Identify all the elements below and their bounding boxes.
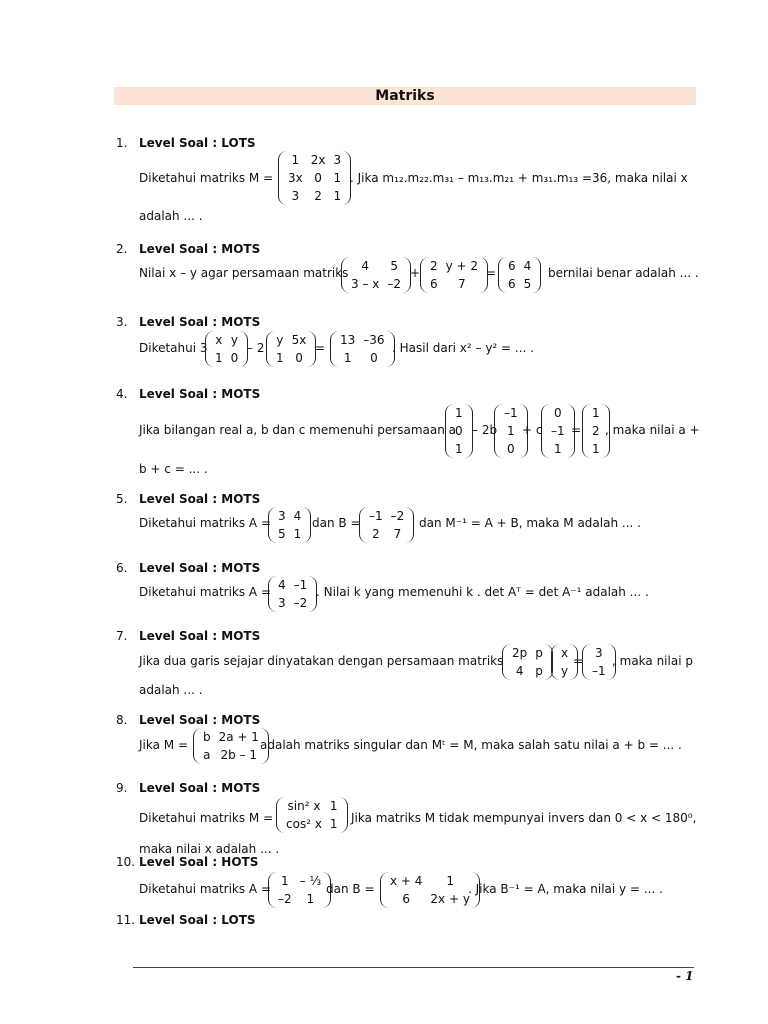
q7-matrix-a — [502, 644, 553, 680]
q4-eq: = — [571, 423, 582, 437]
matrix-cell: 1 — [507, 424, 515, 438]
matrix-cell: 1 — [554, 442, 562, 456]
q10-level: Level Soal : HOTS — [139, 855, 259, 869]
q3-eq: = — [315, 341, 326, 355]
q4-text-after: , maka nilai a + — [605, 423, 700, 437]
q9-level: Level Soal : MOTS — [139, 781, 261, 795]
matrix-row — [547, 422, 569, 440]
matrix-cell: 1 — [592, 442, 600, 456]
matrix-table — [282, 797, 342, 833]
footer-divider — [133, 967, 694, 968]
q6-text-after: . Nilai k yang memenuhi k . det Aᵀ = det A⁻¹ adalah ... . — [316, 585, 649, 599]
matrix-cell: 0 — [507, 442, 515, 456]
q10-matrix-b — [380, 872, 480, 908]
matrix-cell: 2p — [512, 646, 528, 660]
matrix-table — [199, 728, 263, 764]
q7-number: 7. — [116, 629, 128, 643]
matrix-row — [588, 644, 610, 662]
matrix-row — [365, 507, 408, 525]
matrix-cell: 6 — [430, 277, 438, 291]
matrix-cell: –1 — [293, 578, 308, 592]
matrix-table — [365, 507, 408, 543]
q5-level: Level Soal : MOTS — [139, 492, 261, 506]
q9-text-after: Jika matriks M tidak mempunyai invers dan 0 < x < 180⁰, — [351, 811, 697, 825]
matrix-cell: 1 — [329, 817, 338, 831]
matrix-row — [274, 576, 311, 594]
q4-number: 4. — [116, 387, 128, 401]
matrix-cell: –2 — [387, 277, 402, 291]
matrix-cell: – ⅓ — [299, 874, 322, 888]
q4-op1: – 2b — [472, 423, 498, 437]
q10-mid: dan B = — [326, 882, 375, 896]
q7-line2: adalah ... . — [139, 683, 203, 697]
q8-number: 8. — [116, 713, 128, 727]
matrix-row — [451, 440, 467, 458]
q1-text-after: . Jika m₁₂.m₂₂.m₃₁ – m₁₃.m₂₁ + m₃₁.m₁₃ =36, maka nilai x — [350, 171, 688, 185]
matrix-table — [500, 404, 522, 458]
matrix-cell: 5 — [278, 527, 286, 541]
matrix-table — [284, 151, 345, 205]
matrix-cell: 5 — [390, 259, 399, 273]
matrix-cell: 1 — [343, 351, 352, 365]
matrix-cell: 1 — [446, 874, 454, 888]
page-title: Matriks — [375, 88, 435, 104]
q9-number: 9. — [116, 781, 128, 795]
matrix-row — [211, 349, 242, 367]
q5-matrix-a — [268, 507, 311, 543]
q8-text-after: adalah matriks singular dan Mᵗ = M, maka salah satu nilai a + b = ... . — [260, 738, 682, 752]
matrix-row — [500, 422, 522, 440]
matrix-row — [504, 275, 535, 293]
matrix-cell: –1 — [504, 406, 518, 420]
matrix-cell: –2 — [293, 596, 308, 610]
q3-text: Diketahui 3 — [139, 341, 208, 355]
matrix-cell: 1 — [329, 799, 338, 813]
q5-text: Diketahui matriks A = — [139, 516, 272, 530]
matrix-row — [557, 644, 572, 662]
matrix-cell: 1 — [333, 189, 342, 203]
q4-vector-3 — [541, 404, 575, 458]
matrix-row — [588, 440, 604, 458]
matrix-cell: –2 — [390, 509, 405, 523]
matrix-cell: 6 — [508, 259, 516, 273]
q11-level: Level Soal : LOTS — [139, 913, 256, 927]
matrix-cell: 3 – x — [351, 277, 380, 291]
q1-level: Level Soal : LOTS — [139, 136, 256, 150]
matrix-row — [500, 404, 522, 422]
matrix-row — [347, 275, 405, 293]
q6-text: Diketahui matriks A = — [139, 585, 272, 599]
matrix-cell: 4 — [515, 664, 524, 678]
matrix-row — [386, 872, 474, 890]
matrix-table — [336, 331, 389, 367]
q4-text: Jika bilangan real a, b dan c memenuhi persamaan a — [139, 423, 457, 437]
q4-level: Level Soal : MOTS — [139, 387, 261, 401]
matrix-cell: 1 — [592, 406, 600, 420]
q2-plus: + — [410, 266, 421, 280]
matrix-cell: 2 — [372, 527, 380, 541]
q2-text: Nilai x – y agar persamaan matriks — [139, 266, 349, 280]
q10-text: Diketahui matriks A = — [139, 882, 272, 896]
matrix-row — [557, 662, 572, 680]
matrix-table — [504, 257, 535, 293]
matrix-cell: p — [535, 646, 543, 660]
q1-line2: adalah ... . — [139, 209, 203, 223]
matrix-cell: y — [561, 664, 569, 678]
q2-eq: = — [486, 266, 497, 280]
matrix-cell: 0 — [370, 351, 378, 365]
q10-text-after: . Jika B⁻¹ = A, maka nilai y = ... . — [468, 882, 663, 896]
matrix-row — [199, 746, 263, 764]
q9-text: Diketahui matriks M = — [139, 811, 274, 825]
matrix-cell: 1 — [215, 351, 223, 365]
matrix-row — [336, 331, 389, 349]
matrix-table — [274, 576, 311, 612]
matrix-cell: 2x — [310, 153, 326, 167]
matrix-cell: b — [203, 730, 211, 744]
matrix-cell: 0 — [314, 171, 322, 185]
matrix-table — [588, 404, 604, 458]
matrix-row — [451, 422, 467, 440]
matrix-cell: y — [230, 333, 239, 347]
matrix-cell: 0 — [554, 406, 562, 420]
matrix-row — [547, 440, 569, 458]
matrix-cell: 6 — [402, 892, 411, 906]
matrix-cell: 1 — [291, 153, 300, 167]
matrix-row — [500, 440, 522, 458]
matrix-cell: 0 — [455, 424, 463, 438]
q9-matrix-a — [276, 797, 348, 833]
matrix-cell: 1 — [276, 351, 284, 365]
q8-matrix-a — [193, 728, 269, 764]
matrix-cell: 5 — [523, 277, 532, 291]
matrix-row — [211, 331, 242, 349]
matrix-table — [557, 644, 572, 680]
matrix-cell: 0 — [295, 351, 303, 365]
q11-number: 11. — [116, 913, 136, 927]
q3-text-after: . Hasil dari x² – y² = ... . — [392, 341, 535, 355]
matrix-cell: 1 — [455, 442, 463, 456]
matrix-cell: 13 — [340, 333, 356, 347]
matrix-cell: 3x — [288, 171, 303, 185]
matrix-row — [426, 257, 482, 275]
matrix-row — [547, 404, 569, 422]
matrix-cell: 1 — [455, 406, 463, 420]
matrix-cell: 1 — [281, 874, 289, 888]
q7-vector-b — [582, 644, 616, 680]
q6-level: Level Soal : MOTS — [139, 561, 261, 575]
matrix-row — [274, 890, 325, 908]
matrix-cell: 3 — [291, 189, 300, 203]
matrix-table — [386, 872, 474, 908]
q2-number: 2. — [116, 242, 128, 256]
q5-text-after: dan M⁻¹ = A + B, maka M adalah ... . — [419, 516, 641, 530]
q5-mid: dan B = — [312, 516, 361, 530]
matrix-table — [347, 257, 405, 293]
matrix-cell: 4 — [361, 259, 369, 273]
q2-matrix-b — [420, 257, 488, 293]
q9-line2: maka nilai x adalah ... . — [139, 842, 280, 856]
matrix-table — [588, 644, 610, 680]
matrix-cell: 5x — [291, 333, 307, 347]
matrix-row — [426, 275, 482, 293]
matrix-table — [547, 404, 569, 458]
matrix-row — [274, 594, 311, 612]
matrix-cell: x — [215, 333, 223, 347]
q5-matrix-b — [359, 507, 414, 543]
matrix-cell: –1 — [369, 509, 383, 523]
matrix-row — [347, 257, 405, 275]
matrix-row — [365, 525, 408, 543]
matrix-cell: 3 — [595, 646, 603, 660]
matrix-cell: 3 — [278, 509, 286, 523]
q5-number: 5. — [116, 492, 128, 506]
q2-matrix-c — [498, 257, 541, 293]
q3-number: 3. — [116, 315, 128, 329]
matrix-row — [588, 404, 604, 422]
matrix-row — [272, 349, 310, 367]
matrix-cell: 6 — [508, 277, 516, 291]
q1-text: Diketahui matriks M = — [139, 171, 274, 185]
q3-level: Level Soal : MOTS — [139, 315, 261, 329]
matrix-row — [336, 349, 389, 367]
matrix-row — [199, 728, 263, 746]
q7-text: Jika dua garis sejajar dinyatakan dengan persamaan matriks — [139, 654, 504, 668]
matrix-row — [284, 151, 345, 169]
matrix-table — [508, 644, 547, 680]
matrix-cell: 1 — [333, 171, 342, 185]
q3-matrix-b — [266, 331, 316, 367]
matrix-cell: 1 — [293, 527, 302, 541]
q7-text-after: , maka nilai p — [612, 654, 693, 668]
matrix-cell: –1 — [551, 424, 565, 438]
matrix-row — [284, 169, 345, 187]
matrix-cell: a — [203, 748, 211, 762]
matrix-cell: x + 4 — [390, 874, 423, 888]
q8-text: Jika M = — [139, 738, 189, 752]
q10-number: 10. — [116, 855, 136, 869]
matrix-row — [274, 507, 305, 525]
matrix-row — [272, 331, 310, 349]
matrix-cell: –1 — [592, 664, 606, 678]
matrix-row — [284, 187, 345, 205]
q1-matrix — [278, 151, 351, 205]
q1-number: 1. — [116, 136, 128, 150]
matrix-cell: 4 — [523, 259, 532, 273]
page-number: - 1 — [676, 969, 694, 983]
matrix-row — [588, 422, 604, 440]
matrix-cell: 4 — [278, 578, 286, 592]
q2-matrix-a — [341, 257, 411, 293]
matrix-table — [211, 331, 242, 367]
q4-line2: b + c = ... . — [139, 462, 208, 476]
matrix-cell: 1 — [306, 892, 315, 906]
matrix-row — [508, 662, 547, 680]
q6-matrix-a — [268, 576, 317, 612]
matrix-cell: 7 — [458, 277, 466, 291]
q3-minus: – 2 — [247, 341, 265, 355]
q8-level: Level Soal : MOTS — [139, 713, 261, 727]
matrix-row — [508, 644, 547, 662]
q10-matrix-a — [268, 872, 331, 908]
matrix-cell: 3 — [333, 153, 342, 167]
matrix-cell: 7 — [393, 527, 402, 541]
matrix-row — [451, 404, 467, 422]
matrix-row — [588, 662, 610, 680]
matrix-cell: 4 — [293, 509, 302, 523]
matrix-row — [386, 890, 474, 908]
matrix-row — [274, 525, 305, 543]
q4-vector-1 — [445, 404, 473, 458]
matrix-cell: 3 — [278, 596, 286, 610]
q7-level: Level Soal : MOTS — [139, 629, 261, 643]
matrix-table — [272, 331, 310, 367]
matrix-cell: p — [535, 664, 543, 678]
q3-matrix-a — [205, 331, 248, 367]
matrix-cell: sin² x — [287, 799, 321, 813]
q7-eq: = — [573, 654, 584, 668]
matrix-cell: 2x + y — [430, 892, 470, 906]
q2-text-after: bernilai benar adalah ... . — [548, 266, 699, 280]
matrix-cell: y — [276, 333, 284, 347]
q6-number: 6. — [116, 561, 128, 575]
q4-op2: + c — [522, 423, 543, 437]
matrix-cell: cos² x — [286, 817, 322, 831]
matrix-cell: y + 2 — [445, 259, 479, 273]
matrix-cell: x — [561, 646, 569, 660]
matrix-cell: –36 — [363, 333, 385, 347]
matrix-cell: –2 — [278, 892, 292, 906]
matrix-cell: 0 — [230, 351, 239, 365]
matrix-table — [451, 404, 467, 458]
matrix-row — [504, 257, 535, 275]
matrix-cell: 2 — [592, 424, 600, 438]
matrix-cell: 2 — [430, 259, 438, 273]
matrix-cell: 2a + 1 — [218, 730, 259, 744]
matrix-row — [282, 815, 342, 833]
matrix-row — [282, 797, 342, 815]
matrix-table — [274, 507, 305, 543]
matrix-row — [274, 872, 325, 890]
matrix-table — [274, 872, 325, 908]
matrix-table — [426, 257, 482, 293]
matrix-cell: 2b – 1 — [220, 748, 258, 762]
q3-matrix-c — [330, 331, 395, 367]
q2-level: Level Soal : MOTS — [139, 242, 261, 256]
matrix-cell: 2 — [314, 189, 322, 203]
